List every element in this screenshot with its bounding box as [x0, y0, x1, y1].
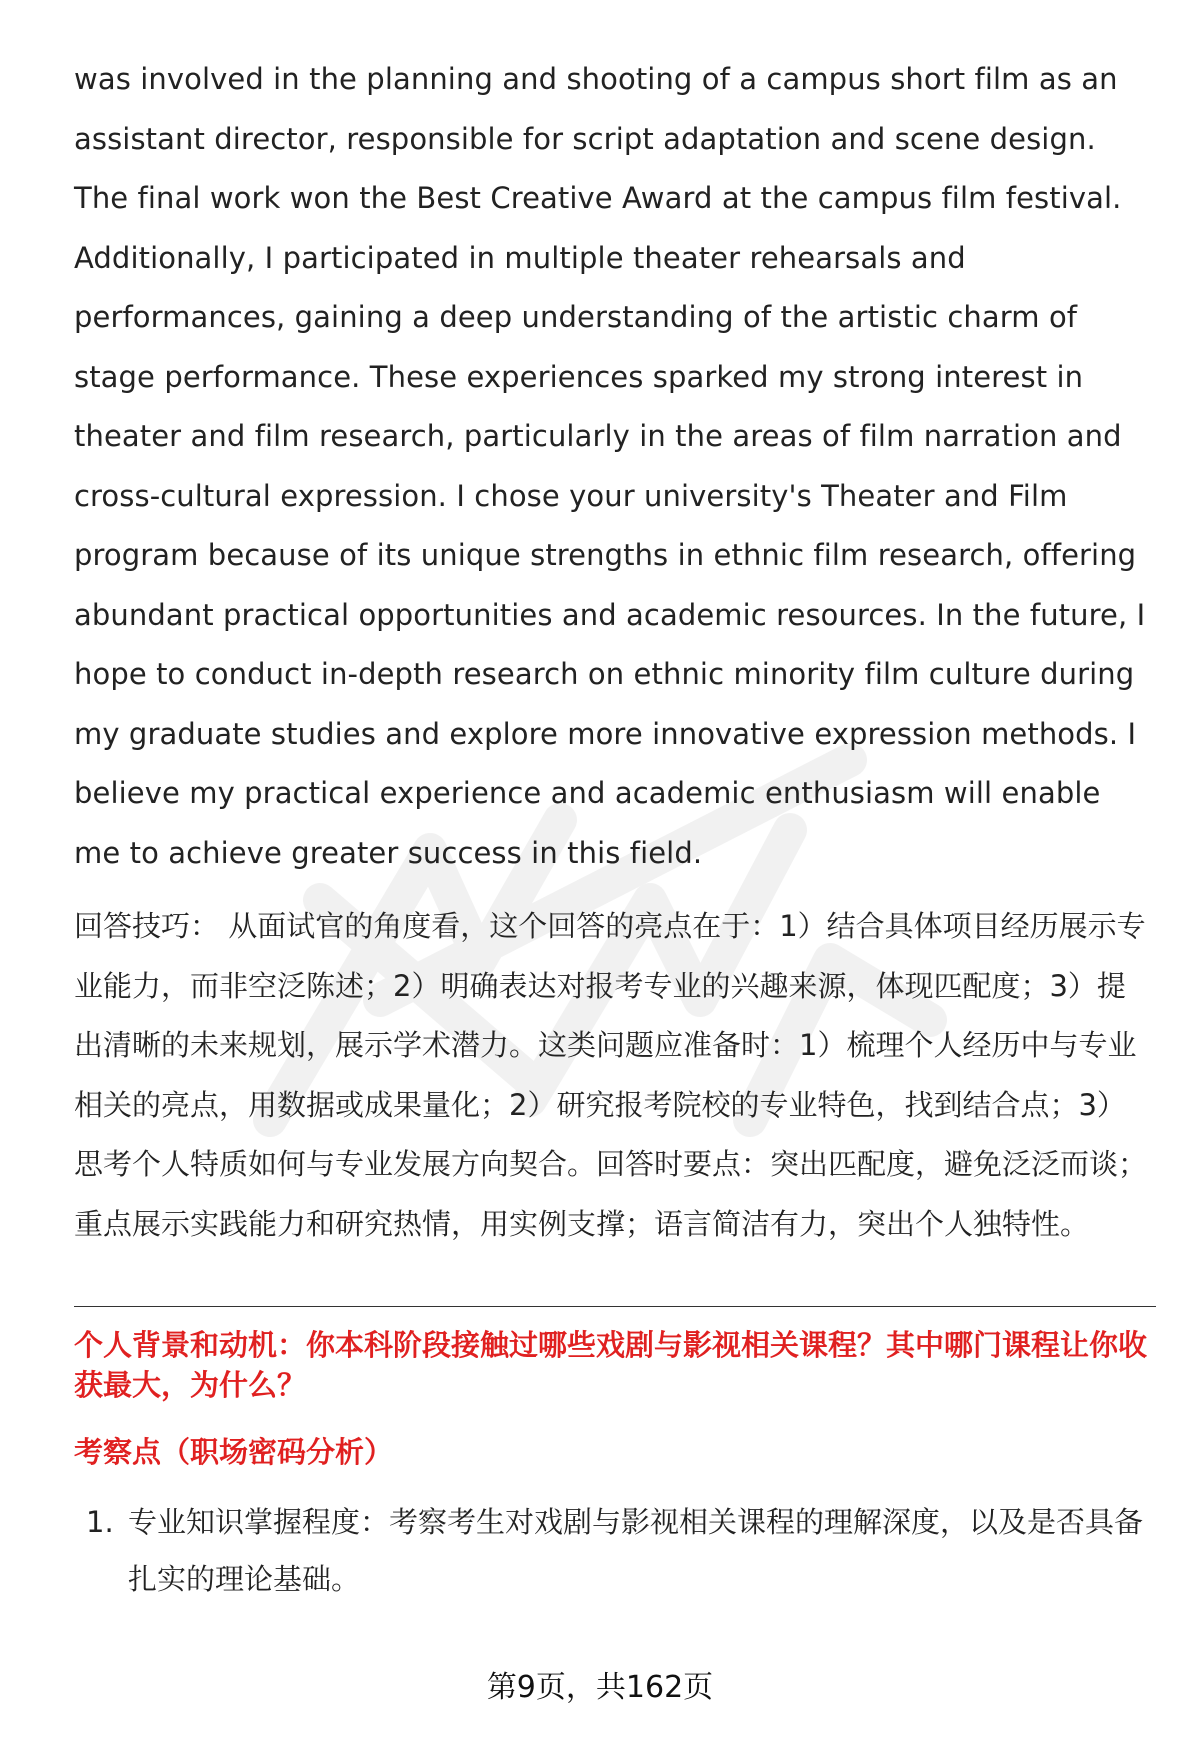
- page-content: [74, 50, 1154, 1608]
- page-footer: 第9页，共162页: [486, 1670, 714, 1705]
- list-item-text: 专业知识掌握程度：考察考生对戏剧与影视相关课程的理解深度，以及是否具备扎实的理论基础。: [128, 1505, 1144, 1596]
- section-divider: [74, 1306, 1156, 1307]
- assessment-heading: 考察点（职场密码分析）: [74, 1435, 394, 1469]
- tips-text: 从面试官的角度看，这个回答的亮点在于：1）结合具体项目经历展示专业能力，而非空泛陈述；2）明确表达对报考专业的兴趣来源，体现匹配度；3）提出清晰的未来规划，展示学术潜力。这类问题应准备时：1）梳理个人经历中与专业相关的亮点，用数据或成果量化；2）研究报考院校的专业特色，找到结合点；3）思考个人特质如何与专业发展方向契合。回答时要点：突出匹配度，避免泛泛而谈；重点展示实践能力和研究热情，用实例支撑；语言简洁有力，突出个人独特性。: [74, 909, 1148, 1241]
- answer-paragraph: was involved in the planning and shooting of a campus short film as an assistant director, responsible for script adaptation and scene design. The final work won the Best Creative Award at the campus film festival. Additionally, I participated in multiple theater rehearsals and performances, gaining a deep understanding of the artistic charm of stage performance. These experiences sparked my strong interest in theater and film research, particularly in the areas of film narration and cross-cultural expression. I chose your university's Theater and Film program because of its unique strengths in ethnic film research, offering abundant practical opportunities and academic resources. In the future, I hope to conduct in-depth research on ethnic minority film culture during my graduate studies and explore more innovative expression methods. I believe my practical experience and academic enthusiasm will enable me to achieve greater success in this field.: [74, 62, 1146, 870]
- list-item: [74, 1494, 1154, 1608]
- tips-paragraph: [74, 897, 1154, 1254]
- list-item-number: 1.: [86, 1505, 114, 1539]
- tips-label: 回答技巧：: [74, 909, 220, 943]
- assessment-list: [74, 1494, 1154, 1608]
- question-title: 个人背景和动机：你本科阶段接触过哪些戏剧与影视相关课程？其中哪门课程让你收获最大，为什么？: [74, 1328, 1148, 1402]
